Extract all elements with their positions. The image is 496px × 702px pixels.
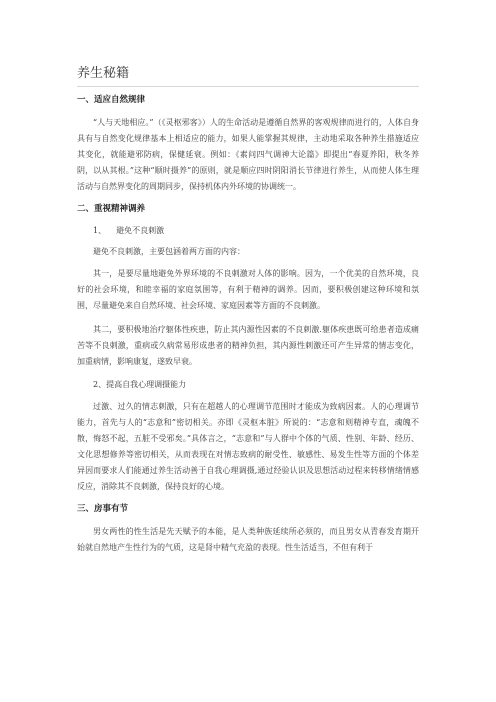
paragraph: 避免不良刺激，主要包涵着两方面的内容： (93, 247, 245, 256)
section-mental-care (77, 203, 419, 495)
section-heading: 一、适应自然规律 (77, 95, 146, 105)
subsection-heading: 2、提高自我心理调摄能力 (93, 380, 187, 389)
subsection-title: 避免不良刺激 (116, 226, 165, 235)
paragraph: 过激、过久的情志刺激，只有在超越人的心理调节范围时才能成为致病因素。人的心理调节能力，首先与人的“志意和”密切相关。亦即《灵枢本脏》所说的：“志意和则精神专直，魂魄不散，悔怒不起，五脏不受邪矣。”具体言之，“志意和”与人群中个体的气质、性别、年龄、经历、文化思想修养等密切相关，从而表现在对情志致病的耐受性、敏感性、易发生性等方面的个体差异因而要求人们能通过养生活动善于自我心理调摄,通过经验认识及思想活动过程来转移情绪情感反应，消除其不良刺激，保持良好的心境。 (77, 402, 419, 491)
section-heading: 三、房事有节 (77, 504, 129, 514)
section-moderate-intimacy (77, 503, 419, 556)
section-adapt-nature (77, 94, 419, 195)
document-title: 养生秘籍 (77, 66, 130, 81)
paragraph: “人与天地相应。”（《灵枢邪客》）人的生命活动是遵循自然界的客观规律而进行的，人体自身具有与自然变化规律基本上相适应的能力，如果人能掌握其规律，主动地采取各种养生措施适应其变化，就能避邪防病，保健延衰。例如：《素问四气调神大论篇》即提出“春夏养阳，秋冬养阴，以从其根。”这种“顺时摄养”的原则，就是顺应四时阴阳消长节律进行养生，从而使人体生理活动与自然界变化的周期同步，保持机体内外环境的协调统一。 (77, 118, 419, 191)
subsection-heading (77, 224, 419, 237)
section-heading: 二、重视精神调养 (77, 204, 146, 214)
paragraph: 其一，是要尽量地避免外界环境的不良刺激对人体的影响。因为，一个优美的自然环境，良好的社会环境，和睦幸福的家庭氛围等，有利于精神的调养。因而，要积极创建这种环境和氛围，尽量避免来自自然环境、社会环境、家庭因素等方面的不良刺激。 (77, 269, 419, 310)
paragraph: 男女两性的性生活是先天赋予的本能，是人类种族延续所必须的，而且男女从青春发育期开始就自然地产生性行为的气质，这是肾中精气充盈的表现。性生活适当，不但有利于 (77, 527, 419, 552)
document-body (77, 94, 419, 564)
paragraph: 其二，要积极地治疗躯体性疾患，防止其内源性因素的不良刺激.躯体疾患既可给患者造成痛苦等不良刺激，重病或久病常易形成患者的精神负担，其内源性刺激还可产生异常的情志变化，加重病情，影响康复，遂致早衰。 (77, 325, 419, 366)
title-divider (77, 86, 419, 87)
subsection-number: 1、 (93, 226, 107, 235)
